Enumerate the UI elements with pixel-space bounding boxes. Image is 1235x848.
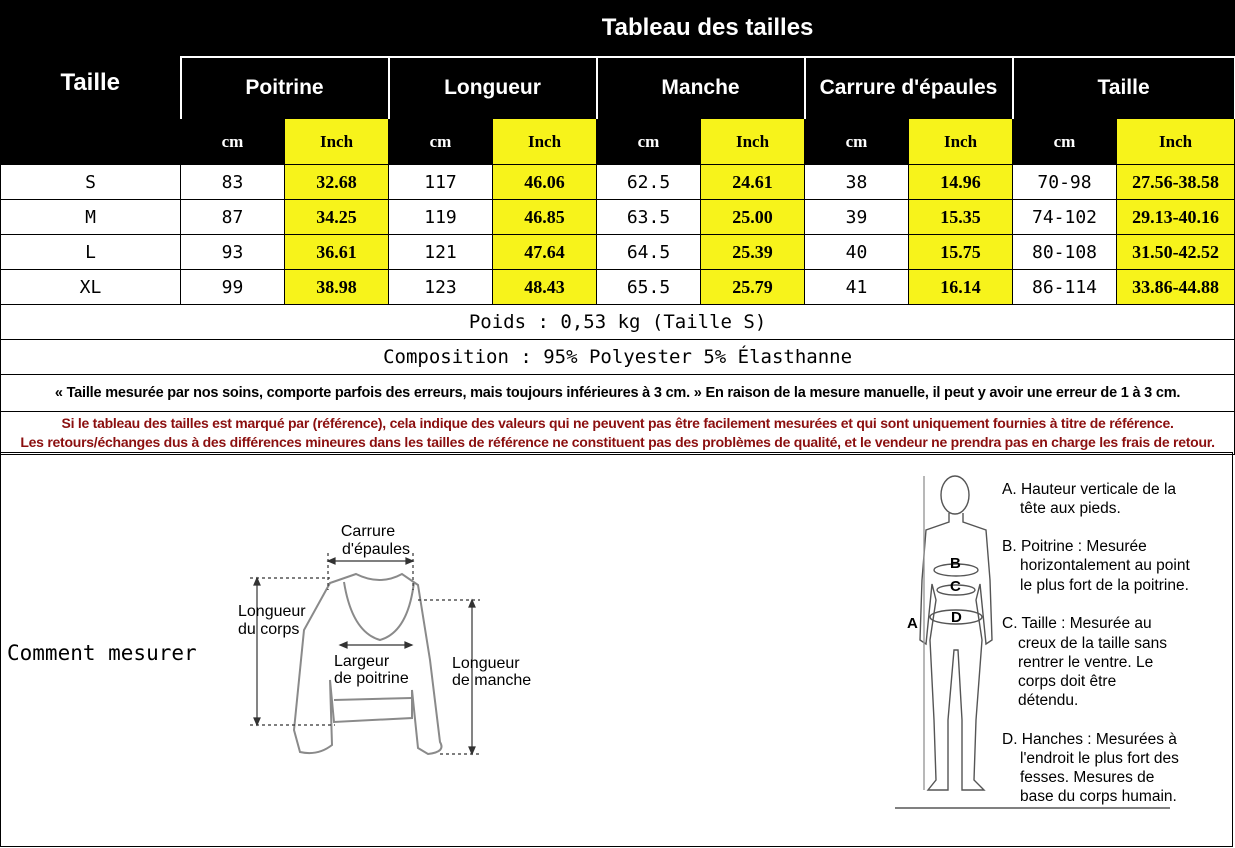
size-label: S: [1, 165, 181, 200]
legend-c-line: rentrer le ventre. Le: [1018, 654, 1154, 671]
cell-inch: 25.00: [701, 200, 805, 235]
group-header-length: Longueur: [389, 57, 597, 119]
unit-inch: Inch: [493, 119, 597, 165]
cell-cm: 93: [181, 235, 285, 270]
composition-note: Composition : 95% Polyester 5% Élasthanne: [1, 340, 1235, 375]
size-label: L: [1, 235, 181, 270]
table-title: Tableau des tailles: [181, 1, 1235, 57]
cell-cm: 99: [181, 270, 285, 305]
cell-inch: 48.43: [493, 270, 597, 305]
cell-inch: 15.35: [909, 200, 1013, 235]
cell-cm: 70-98: [1013, 165, 1117, 200]
body-figure-diagram: [920, 476, 992, 790]
cell-cm: 74-102: [1013, 200, 1117, 235]
cell-cm: 117: [389, 165, 493, 200]
legend-a-line: tête aux pieds.: [1020, 500, 1121, 517]
cell-inch: 14.96: [909, 165, 1013, 200]
reference-note-line: Si le tableau des tailles est marqué par (référence), cela indique des valeurs qui ne peuvent pas être facilement mesurées et qui sont uniquement fournies à titre de référence.: [61, 415, 1174, 431]
cell-inch: 46.06: [493, 165, 597, 200]
body-length-label-1: Longueur: [238, 603, 306, 620]
cell-cm: 87: [181, 200, 285, 235]
measurement-legend: [1002, 481, 1190, 805]
unit-inch: Inch: [1117, 119, 1235, 165]
cell-cm: 65.5: [597, 270, 701, 305]
chest-label-2: de poitrine: [334, 670, 409, 687]
sleeve-label-1: Longueur: [452, 655, 520, 672]
unit-cm: cm: [1013, 119, 1117, 165]
size-column-header: Taille: [1, 1, 181, 165]
legend-c-line: détendu.: [1018, 692, 1079, 709]
cell-inch: 24.61: [701, 165, 805, 200]
cell-inch: 36.61: [285, 235, 389, 270]
legend-c-line: C. Taille : Mesurée au: [1002, 615, 1152, 632]
cell-inch: 34.25: [285, 200, 389, 235]
unit-cm: cm: [597, 119, 701, 165]
cell-cm: 40: [805, 235, 909, 270]
size-label: XL: [1, 270, 181, 305]
cell-inch: 33.86-44.88: [1117, 270, 1235, 305]
cell-cm: 83: [181, 165, 285, 200]
cell-inch: 29.13-40.16: [1117, 200, 1235, 235]
chest-label-1: Largeur: [334, 653, 390, 670]
cell-cm: 80-108: [1013, 235, 1117, 270]
group-header-sleeve: Manche: [597, 57, 805, 119]
legend-b-line: le plus fort de la poitrine.: [1020, 577, 1189, 594]
cell-cm: 86-114: [1013, 270, 1117, 305]
legend-c-line: creux de la taille sans: [1018, 635, 1168, 652]
group-header-waist: Taille: [1013, 57, 1235, 119]
cell-cm: 123: [389, 270, 493, 305]
unit-inch: Inch: [909, 119, 1013, 165]
shoulder-label-2: d'épaules: [342, 541, 410, 558]
shoulder-label-1: Carrure: [340, 523, 396, 540]
unit-cm: cm: [389, 119, 493, 165]
cell-cm: 62.5: [597, 165, 701, 200]
sleeve-label-2: de manche: [452, 672, 532, 689]
cell-inch: 46.85: [493, 200, 597, 235]
legend-a-line: A. Hauteur verticale de la: [1002, 481, 1177, 498]
cell-inch: 38.98: [285, 270, 389, 305]
cell-inch: 25.79: [701, 270, 805, 305]
cell-inch: 32.68: [285, 165, 389, 200]
how-to-measure-label: Comment mesurer: [7, 641, 197, 665]
cell-cm: 39: [805, 200, 909, 235]
legend-d-line: l'endroit le plus fort des: [1020, 750, 1179, 767]
cell-inch: 47.64: [493, 235, 597, 270]
legend-c-line: corps doit être: [1018, 673, 1117, 690]
body-letter-a: A: [907, 615, 918, 632]
unit-inch: Inch: [285, 119, 389, 165]
legend-d-line: base du corps humain.: [1020, 788, 1177, 805]
group-header-chest: Poitrine: [181, 57, 389, 119]
legend-b-line: horizontalement au point: [1020, 557, 1190, 574]
legend-d-line: fesses. Mesures de: [1020, 769, 1155, 786]
cell-inch: 25.39: [701, 235, 805, 270]
body-letter-c: C: [950, 578, 961, 595]
cell-inch: 31.50-42.52: [1117, 235, 1235, 270]
cell-cm: 64.5: [597, 235, 701, 270]
cell-cm: 121: [389, 235, 493, 270]
returns-note-line: Les retours/échanges dus à des différences mineures dans les tailles de référence ne constituent pas des problèmes de qualité, et le vendeur ne prendra pas en charge les frais de retour.: [20, 434, 1215, 450]
unit-inch: Inch: [701, 119, 805, 165]
unit-cm: cm: [805, 119, 909, 165]
group-header-shoulder: Carrure d'épaules: [805, 57, 1013, 119]
cell-inch: 16.14: [909, 270, 1013, 305]
cell-cm: 41: [805, 270, 909, 305]
legend-d-line: D. Hanches : Mesurées à: [1002, 731, 1177, 748]
cell-cm: 119: [389, 200, 493, 235]
cell-cm: 63.5: [597, 200, 701, 235]
measurement-disclaimer: « Taille mesurée par nos soins, comporte parfois des erreurs, mais toujours inférieures à 3 cm. » En raison de la mesure manuelle, il peut y avoir une erreur de 1 à 3 cm.: [1, 375, 1235, 412]
cell-cm: 38: [805, 165, 909, 200]
cell-inch: 15.75: [909, 235, 1013, 270]
cell-inch: 27.56-38.58: [1117, 165, 1235, 200]
legend-b-line: B. Poitrine : Mesurée: [1002, 538, 1147, 555]
unit-cm: cm: [181, 119, 285, 165]
body-letter-b: B: [950, 555, 961, 572]
size-label: M: [1, 200, 181, 235]
body-letter-d: D: [951, 609, 962, 626]
weight-note: Poids : 0,53 kg (Taille S): [1, 305, 1235, 340]
body-length-label-2: du corps: [238, 621, 300, 638]
